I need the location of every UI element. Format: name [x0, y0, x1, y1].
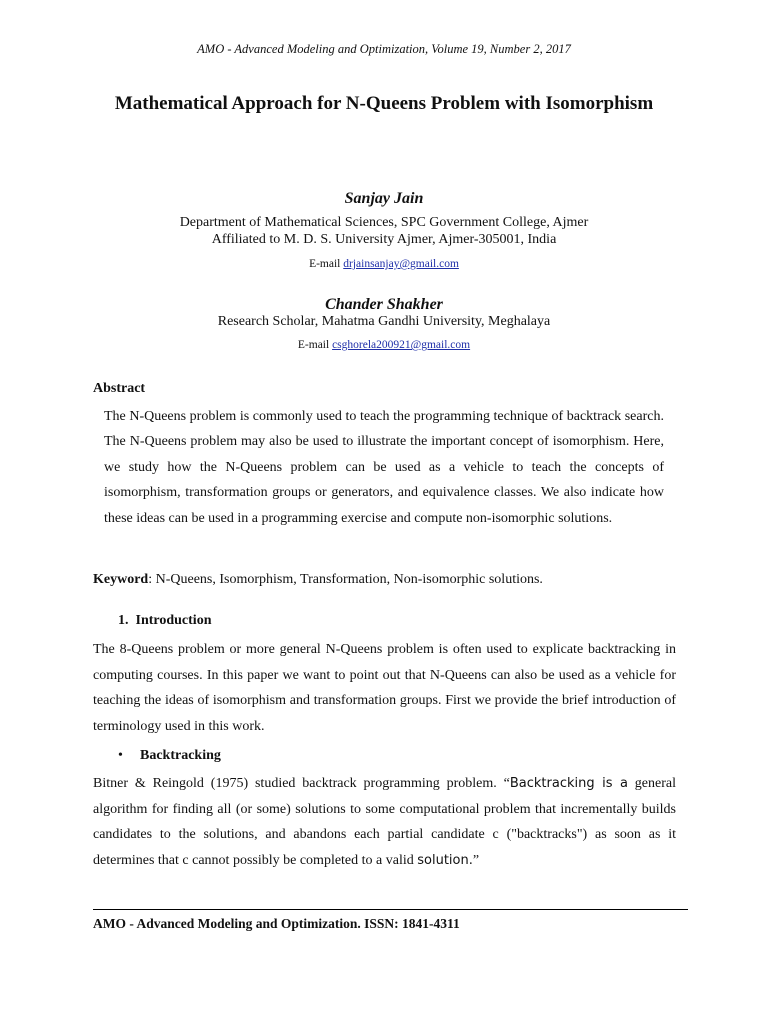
keyword-line [93, 572, 693, 588]
section-heading-introduction [118, 613, 211, 629]
author-2-email-link[interactable]: csghorela200921@gmail.com [332, 339, 471, 351]
bullet-icon: • [118, 748, 123, 763]
subsection-title: Backtracking [140, 748, 221, 763]
author-2-affiliation-line-1: Research Scholar, Mahatma Gandhi University, Meghalaya [217, 314, 551, 329]
section-title: Introduction [135, 613, 212, 628]
running-head: AMO - Advanced Modeling and Optimization, Volume 19, Number 2, 2017 [197, 42, 571, 56]
subsection-heading-backtracking [118, 748, 221, 764]
keyword-label: Keyword [93, 572, 149, 587]
backtracking-paragraph [93, 771, 676, 873]
section-number: 1. [118, 613, 129, 628]
author-1-affiliation-line-1: Department of Mathematical Sciences, SPC Government College, Ajmer [179, 215, 589, 230]
author-1-email-link[interactable]: drjainsanjay@gmail.com [343, 258, 459, 270]
abstract-text: The N-Queens problem is commonly used to teach the programming technique of backtrack search. The N-Queens problem may also be used to illustrate the important concept of isomorphism. Here, we study how the N-Queens problem can be used as a vehicle to teach the concepts of isomorphism, transformation groups or generators, and equivalence classes. We also indicate how these ideas can be used in a programming exercise and compute non-isomorphic solutions. [104, 409, 664, 526]
author-name-2: Chander Shakher [325, 296, 443, 313]
email-label: E-mail [309, 258, 341, 270]
author-1-affiliation-line-2: Affiliated to M. D. S. University Ajmer, Ajmer-305001, India [211, 232, 557, 247]
footer-divider [93, 909, 688, 910]
introduction-paragraph: The 8-Queens problem or more general N-Queens problem is often used to explicate backtracking in computing courses. In this paper we want to point out that N-Queens can also be used as a vehicle for teaching the ideas of isomorphism and transformation groups. First we provide the brief introduction of terminology used in this work. [93, 642, 676, 734]
email-label: E-mail [297, 339, 330, 351]
backtracking-quote-end: solution. [417, 852, 473, 868]
backtracking-quote-start: Backtracking is a [509, 776, 628, 791]
backtracking-closing-quote: ” [472, 852, 480, 868]
paper-title: Mathematical Approach for N-Queens Problem with Isomorphism [114, 93, 654, 114]
keyword-text: : N-Queens, Isomorphism, Transformation, Non-isomorphic solutions. [148, 572, 543, 587]
footer-text: AMO - Advanced Modeling and Optimization. ISSN: 1841-4311 [93, 916, 460, 931]
author-2-email-line [0, 339, 768, 351]
author-1-email-line [0, 258, 768, 270]
backtracking-text-body: general algorithm for finding all (or some) solutions to some computational problem that incrementally builds candidates to the solutions, and abandons each partial candidate c ("backtracks") as soon as it determines that c cannot possibly be completed to a valid [93, 776, 676, 868]
backtracking-text-intro: Bitner & Reingold (1975) studied backtrack programming problem. “ [93, 776, 510, 791]
author-name-1: Sanjay Jain [344, 190, 424, 207]
abstract-heading: Abstract [93, 381, 146, 396]
